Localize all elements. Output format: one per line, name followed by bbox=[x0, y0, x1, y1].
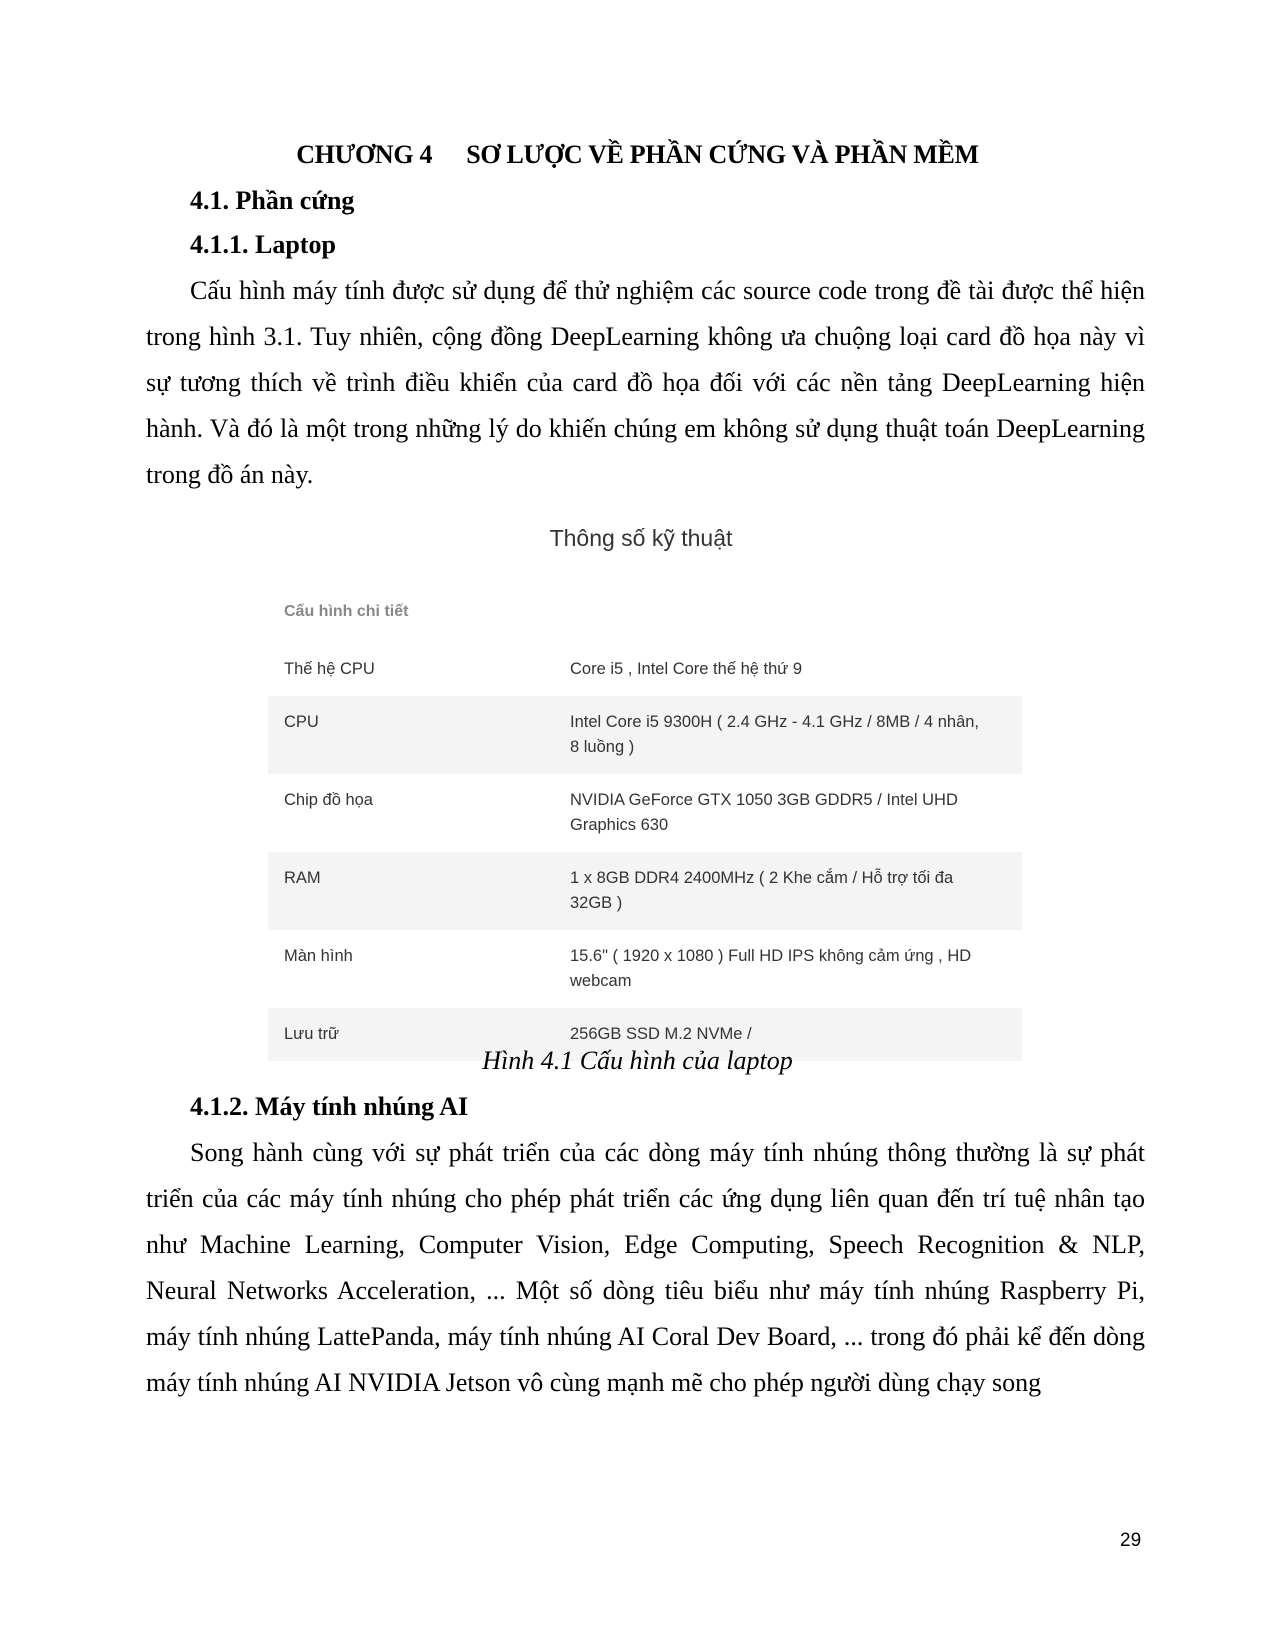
chapter-number: CHƯƠNG 4 bbox=[296, 140, 433, 169]
section-heading-4-1-1: 4.1.1. Laptop bbox=[190, 230, 336, 259]
spec-label: RAM bbox=[284, 869, 321, 887]
spec-value: Core i5 , Intel Core thế hệ thứ 9 bbox=[570, 660, 803, 678]
figure-caption: Hình 4.1 Cấu hình của laptop bbox=[482, 1046, 793, 1075]
section-heading-4-1-2: 4.1.2. Máy tính nhúng AI bbox=[190, 1092, 469, 1121]
figure-title: Thông số kỹ thuật bbox=[549, 525, 733, 551]
chapter-title bbox=[0, 140, 1275, 170]
spec-table bbox=[268, 643, 1022, 1061]
spec-label: Màn hình bbox=[284, 947, 353, 965]
spec-value: 1 x 8GB DDR4 2400MHz ( 2 Khe cắm / Hỗ trợ tối đa 32GB ) bbox=[570, 869, 954, 912]
spec-value: 15.6" ( 1920 x 1080 ) Full HD IPS không cảm ứng , HD webcam bbox=[570, 947, 972, 990]
spec-label: CPU bbox=[284, 713, 319, 731]
spec-label: Chip đồ họa bbox=[284, 791, 373, 809]
spec-row bbox=[268, 930, 1022, 1008]
spec-row bbox=[268, 696, 1022, 774]
spec-row bbox=[268, 852, 1022, 930]
paragraph-laptop: Cấu hình máy tính được sử dụng để thử nghiệm các source code trong đề tài được thể hiện trong hình 3.1. Tuy nhiên, cộng đồng DeepLearning không ưa chuộng loại card đồ họa này vì sự tương thích về trình điều khiển của card đồ họa đối với các nền tảng DeepLearning hiện hành. Và đó là một trong những lý do khiến chúng em không sử dụng thuật toán DeepLearning trong đồ án này. bbox=[146, 276, 1145, 489]
spec-value: 256GB SSD M.2 NVMe / bbox=[570, 1025, 752, 1043]
spec-subheader: Cấu hình chi tiết bbox=[284, 603, 409, 620]
page-number: 29 bbox=[1120, 1530, 1142, 1551]
paragraph-embedded-ai: Song hành cùng với sự phát triển của các dòng máy tính nhúng thông thường là sự phát triển của các máy tính nhúng cho phép phát triển các ứng dụng liên quan đến trí tuệ nhân tạo như Machine Learning, Computer Vision, Edge Computing, Speech Recognition & NLP, Neural Networks Acceleration, ... Một số dòng tiêu biểu như máy tính nhúng Raspberry Pi, máy tính nhúng LattePanda, máy tính nhúng AI Coral Dev Board, ... trong đó phải kể đến dòng máy tính nhúng AI NVIDIA Jetson vô cùng mạnh mẽ cho phép người dùng chạy song bbox=[146, 1138, 1145, 1397]
chapter-name: SƠ LƯỢC VỀ PHẦN CỨNG VÀ PHẦN MỀM bbox=[466, 140, 979, 169]
spec-label: Thế hệ CPU bbox=[284, 660, 375, 678]
spec-row bbox=[268, 643, 1022, 696]
spec-value: NVIDIA GeForce GTX 1050 3GB GDDR5 / Intel UHD Graphics 630 bbox=[570, 791, 958, 834]
spec-label: Lưu trữ bbox=[284, 1025, 340, 1043]
spec-value: Intel Core i5 9300H ( 2.4 GHz - 4.1 GHz / 8MB / 4 nhân, 8 luồng ) bbox=[570, 713, 980, 756]
spec-row bbox=[268, 774, 1022, 852]
section-heading-4-1: 4.1. Phần cứng bbox=[190, 186, 355, 215]
